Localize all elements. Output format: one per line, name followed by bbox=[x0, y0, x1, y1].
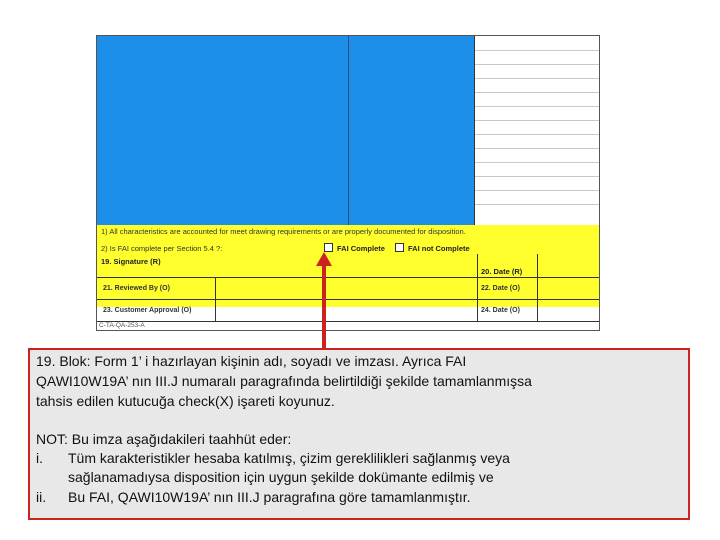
reviewed-row bbox=[97, 277, 599, 299]
date-20-label: 20. Date (R) bbox=[481, 267, 523, 276]
date-22-label: 22. Date (O) bbox=[481, 285, 520, 292]
row-line bbox=[475, 92, 599, 93]
blue-table-area bbox=[97, 36, 474, 225]
statement-1: 1) All characteristics are accounted for meet drawing requirements or are properly documented for disposition. bbox=[101, 227, 466, 236]
fai-complete-checkbox[interactable] bbox=[324, 243, 333, 252]
date-divider bbox=[477, 254, 478, 278]
reviewed-label: 21. Reviewed By (O) bbox=[103, 285, 170, 292]
customer-row bbox=[97, 299, 599, 321]
callout-arrow-head bbox=[316, 252, 332, 266]
statement-2: 2) Is FAI complete per Section 5.4 ?: bbox=[101, 244, 223, 253]
cell-divider bbox=[537, 278, 538, 300]
fai-form-excerpt bbox=[96, 35, 600, 331]
row-line bbox=[475, 190, 599, 191]
row-line bbox=[475, 162, 599, 163]
note-line-3: tahsis edilen kutucuğa check(X) işareti koyunuz. bbox=[36, 393, 335, 409]
cell-divider bbox=[477, 300, 478, 322]
customer-label: 23. Customer Approval (O) bbox=[103, 307, 192, 314]
cell-divider bbox=[215, 300, 216, 322]
date-24-label: 24. Date (O) bbox=[481, 307, 520, 314]
row-line bbox=[475, 148, 599, 149]
row-line bbox=[475, 176, 599, 177]
note-item-1-number: i. bbox=[36, 450, 43, 466]
explanation-note bbox=[28, 348, 690, 520]
row-line bbox=[475, 64, 599, 65]
note-item-2-line: Bu FAI, QAWI10W19A’ nın III.J paragrafına göre tamamlanmıştır. bbox=[68, 489, 471, 505]
row-line bbox=[475, 134, 599, 135]
row-line bbox=[475, 50, 599, 51]
note-item-1-line-b: sağlanamadıysa disposition için uygun şekilde dokümante edilmiş ve bbox=[68, 469, 494, 485]
date-divider bbox=[537, 254, 538, 278]
note-item-2-number: ii. bbox=[36, 489, 47, 505]
note-line-1: 19. Blok: Form 1’ i hazırlayan kişinin adı, soyadı ve imzası. Ayrıca FAI bbox=[36, 353, 467, 369]
fai-complete-label: FAI Complete bbox=[337, 244, 385, 253]
row-line bbox=[475, 106, 599, 107]
note-item-1-line-a: Tüm karakteristikler hesaba katılmış, çizim gereklilikleri sağlanmış veya bbox=[68, 450, 510, 466]
fai-not-complete-label: FAI not Complete bbox=[408, 244, 470, 253]
cell-divider bbox=[537, 300, 538, 322]
cell-divider bbox=[477, 278, 478, 300]
cell-divider bbox=[215, 278, 216, 300]
row-line bbox=[475, 78, 599, 79]
signature-label: 19. Signature (R) bbox=[101, 257, 161, 266]
fai-not-complete-checkbox[interactable] bbox=[395, 243, 404, 252]
note-line-2: QAWI10W19A’ nın III.J numaralı paragrafında belirtildiği şekilde tamamlanmışsa bbox=[36, 373, 532, 389]
note-heading: NOT: Bu imza aşağıdakileri taahhüt eder: bbox=[36, 431, 292, 447]
callout-arrow-line bbox=[322, 264, 326, 352]
row-line bbox=[475, 204, 599, 205]
column-divider bbox=[348, 36, 349, 225]
row-line bbox=[475, 120, 599, 121]
form-footer-code: C-TA-QA-253-A bbox=[99, 322, 145, 329]
row-line bbox=[97, 321, 599, 322]
